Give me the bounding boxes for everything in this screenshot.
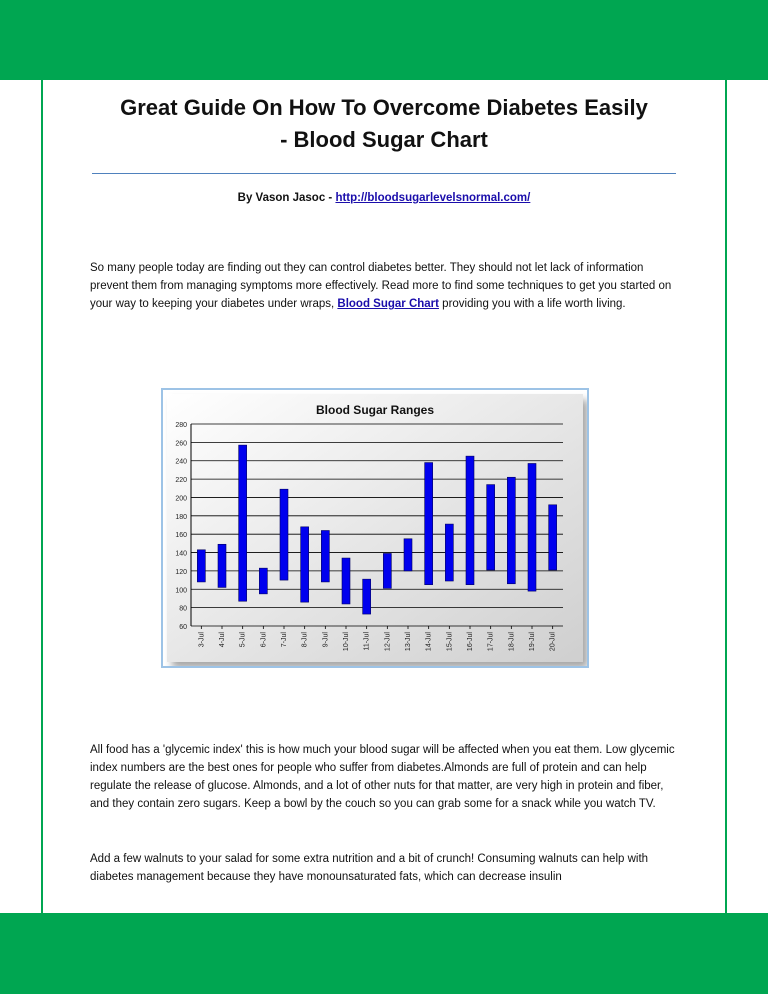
x-tick-label: 10-Jul [343, 632, 350, 652]
page-title [44, 92, 724, 156]
byline-author: By Vason Jasoc - [237, 192, 336, 204]
range-bar [239, 445, 247, 601]
intro-text: So many people today are finding out they can control diabetes better. They should not let lack of information prevent them from managing symptoms more effectively. Read more to find some techniques to get you started on your way to keeping your diabetes under wraps, [90, 262, 672, 310]
walnuts-paragraph: Add a few walnuts to your salad for some extra nutrition and a bit of crunch! Consuming walnuts can help with diabetes management because they have monounsaturated fats, which can decrease insulin [90, 853, 649, 883]
title-line-1: Great Guide On How To Overcome Diabetes Easily [120, 95, 648, 120]
y-tick-label: 160 [175, 532, 187, 540]
range-bar [383, 553, 391, 588]
range-bar [528, 463, 536, 591]
x-tick-label: 16-Jul [467, 632, 474, 652]
range-bar [197, 550, 205, 582]
y-tick-label: 140 [175, 550, 187, 558]
y-tick-label: 100 [175, 587, 187, 595]
range-bar [425, 463, 433, 585]
glycemic-paragraph: All food has a 'glycemic index' this is how much your blood sugar will be affected when you eat them. Low glycemic index numbers are the best ones for people who suffer from diabetes.Almonds are full of protein and can help regulate the release of glucose. Almonds, and a lot of other nuts for that matter, are very high in protein and fiber, and they contain zero sugars. Keep a bowl by the couch so you can grab some for a snack while you watch TV. [90, 744, 675, 810]
y-tick-label: 80 [179, 605, 187, 613]
x-tick-label: 5-Jul [239, 632, 247, 648]
range-bar [280, 489, 288, 580]
footer-band [0, 913, 768, 994]
x-tick-label: 18-Jul [508, 632, 516, 652]
y-tick-label: 200 [175, 495, 187, 503]
intro-tail: providing you with a life worth living. [438, 298, 626, 310]
chart-background [167, 394, 583, 662]
x-tick-label: 11-Jul [363, 632, 371, 651]
title-line-2: - Blood Sugar Chart [280, 127, 488, 152]
y-tick-label: 260 [175, 440, 187, 448]
x-tick-label: 20-Jul [549, 632, 557, 652]
x-tick-label: 7-Jul [281, 632, 288, 648]
range-bar [445, 524, 453, 581]
x-tick-label: 12-Jul [384, 632, 392, 652]
range-bar [342, 558, 350, 604]
document-page [44, 80, 724, 913]
range-bar [487, 485, 495, 570]
y-tick-label: 180 [175, 513, 187, 521]
y-tick-label: 60 [179, 624, 187, 631]
range-bar [507, 477, 515, 584]
x-tick-label: 14-Jul [425, 632, 433, 652]
x-tick-label: 8-Jul [301, 632, 309, 648]
x-tick-label: 17-Jul [487, 632, 495, 652]
range-bar [321, 531, 329, 582]
byline [44, 192, 724, 204]
header-band [0, 0, 768, 80]
intro-paragraph [90, 259, 680, 313]
byline-link[interactable]: http://bloodsugarlevelsnormal.com/ [335, 192, 531, 204]
blood-sugar-chart [163, 390, 587, 666]
y-tick-label: 220 [175, 477, 187, 485]
range-bar [259, 568, 267, 594]
x-tick-label: 15-Jul [446, 632, 454, 652]
y-tick-label: 240 [175, 458, 187, 466]
y-tick-label: 280 [175, 422, 187, 429]
range-bar [363, 579, 371, 614]
range-bar [301, 527, 309, 602]
chart-title: Blood Sugar Ranges [315, 403, 435, 417]
blood-sugar-chart-link[interactable]: Blood Sugar Chart [337, 298, 439, 310]
x-tick-label: 3-Jul [198, 632, 206, 648]
x-tick-label: 9-Jul [322, 632, 330, 648]
range-bar [404, 539, 412, 571]
right-border-line [725, 0, 727, 994]
chart-container [161, 388, 589, 668]
y-tick-label: 120 [175, 568, 187, 576]
title-divider [92, 173, 676, 174]
left-border-line [41, 0, 43, 994]
x-tick-label: 4-Jul [219, 632, 226, 648]
range-bar [549, 505, 557, 570]
x-tick-label: 13-Jul [405, 632, 412, 652]
x-tick-label: 19-Jul [529, 632, 536, 652]
x-tick-label: 6-Jul [260, 632, 268, 648]
range-bar [218, 544, 226, 587]
range-bar [466, 456, 474, 585]
